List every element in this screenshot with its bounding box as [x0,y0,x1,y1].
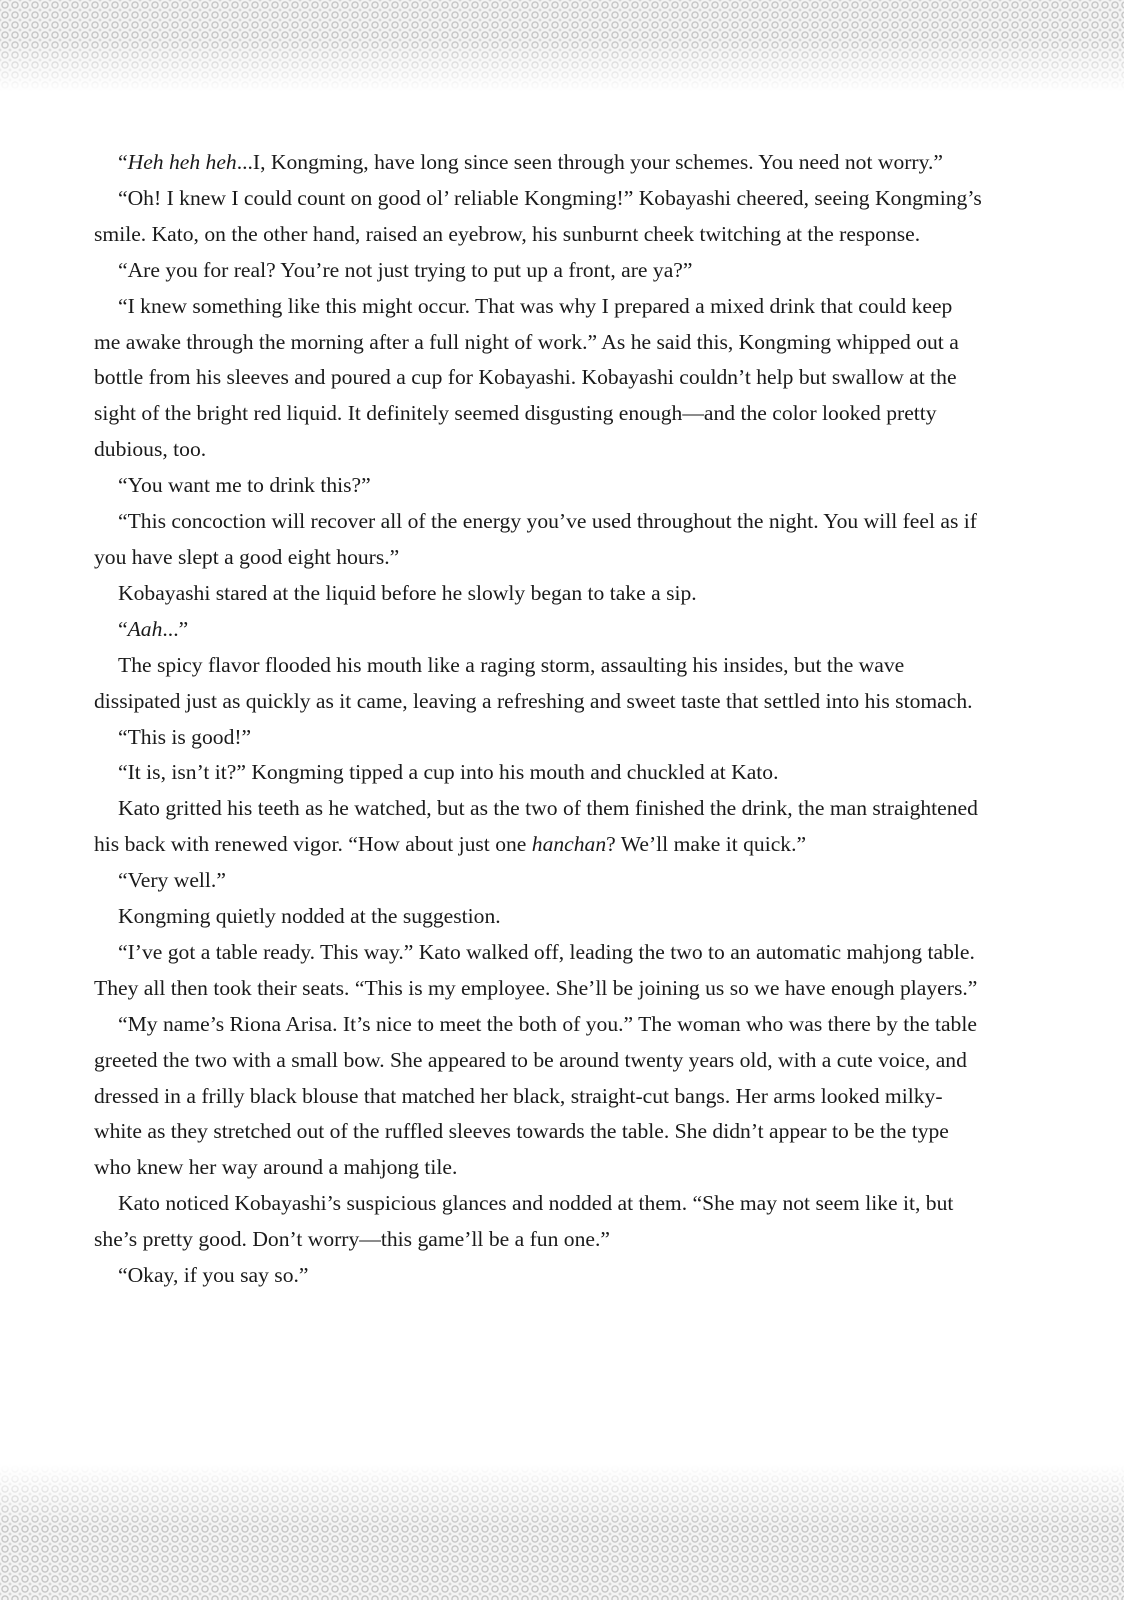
text-span: “ [118,150,128,174]
text-span: “Are you for real? You’re not just trying to put up a front, are ya?” [118,257,693,282]
text-span: ...I, Kongming, have long since seen through your schemes. You need not worry.” [236,150,944,174]
text-span: Kongming quietly nodded at the suggestion. [118,904,501,929]
paragraph [94,791,984,863]
text-span: ...” [162,616,189,641]
paragraph [94,253,984,289]
text-span: “This concoction will recover all of the energy you’ve used throughout the night. You will feel as if you have slept a good eight hours.” [94,509,977,569]
text-span: “I’ve got a table ready. This way.” Kato walked off, leading the two to an automatic mahjong table. They all then took their seats. “This is my employee. She’ll be joining us so we have enough players.” [94,939,978,1000]
paragraph [94,145,984,181]
text-span: Kato noticed Kobayashi’s suspicious glances and nodded at them. “She may not seem like it, but she’s pretty good. Don’t worry—this game’ll be a fun one.” [94,1191,954,1252]
text-span: “This is good!” [118,724,252,749]
italic-text-span: Aah [127,616,163,641]
paragraph [94,576,984,612]
paragraph [94,755,984,791]
text-span: Kato gritted his teeth as he watched, but as the two of them finished the drink, the man straightened his back with renewed vigor. “How about just one [94,796,978,857]
paragraph [94,1186,984,1258]
text-span: “Very well.” [118,868,226,893]
text-span: ? We’ll make it quick.” [606,832,807,857]
paragraph [94,181,984,253]
text-span: Kobayashi stared at the liquid before he slowly began to take a sip. [118,580,697,605]
paragraph [94,1258,984,1294]
novel-page-body [94,145,984,1294]
paragraph [94,648,984,720]
paragraph [94,612,984,648]
bottom-dot-pattern-border [0,1464,1124,1600]
text-span: “My name’s Riona Arisa. It’s nice to meet the both of you.” The woman who was there by the table greeted the two with a small bow. She appeared to be around twenty years old, with a cute voice, and dressed in a frilly black blouse that matched her black, straight-cut bangs. Her arms looked milky-white as they stretched out of the ruffled sleeves towards the table. She didn’t appear to be the type who knew her way around a mahjong tile. [94,1011,977,1180]
top-dot-pattern-border [0,0,1124,92]
paragraph [94,289,984,469]
paragraph [94,720,984,756]
text-span: The spicy flavor flooded his mouth like a raging storm, assaulting his insides, but the wave dissipated just as quickly as it came, leaving a refreshing and sweet taste that settled into his stomach. [94,652,973,713]
text-span: “ [118,616,128,641]
paragraph [94,863,984,899]
paragraph [94,1007,984,1187]
text-span: “You want me to drink this?” [118,473,371,498]
text-span: “Okay, if you say so.” [118,1263,309,1288]
text-span: “It is, isn’t it?” Kongming tipped a cup into his mouth and chuckled at Kato. [118,760,779,785]
italic-text-span: Heh heh heh [127,150,237,174]
text-span: “Oh! I knew I could count on good ol’ reliable Kongming!” Kobayashi cheered, seeing Kongming’s smile. Kato, on the other hand, raised an eyebrow, his sunburnt cheek twitching at the response. [94,185,982,246]
paragraph [94,468,984,504]
italic-text-span: hanchan [531,832,607,857]
paragraph [94,899,984,935]
paragraph [94,935,984,1007]
text-span: “I knew something like this might occur. That was why I prepared a mixed drink that could keep me awake through the morning after a full night of work.” As he said this, Kongming whipped out a bottle from his sleeves and poured a cup for Kobayashi. Kobayashi couldn’t help but swallow at the sight of the bright red liquid. It definitely seemed disgusting enough—and the color looked pretty dubious, too. [94,293,959,462]
paragraph [94,504,984,576]
